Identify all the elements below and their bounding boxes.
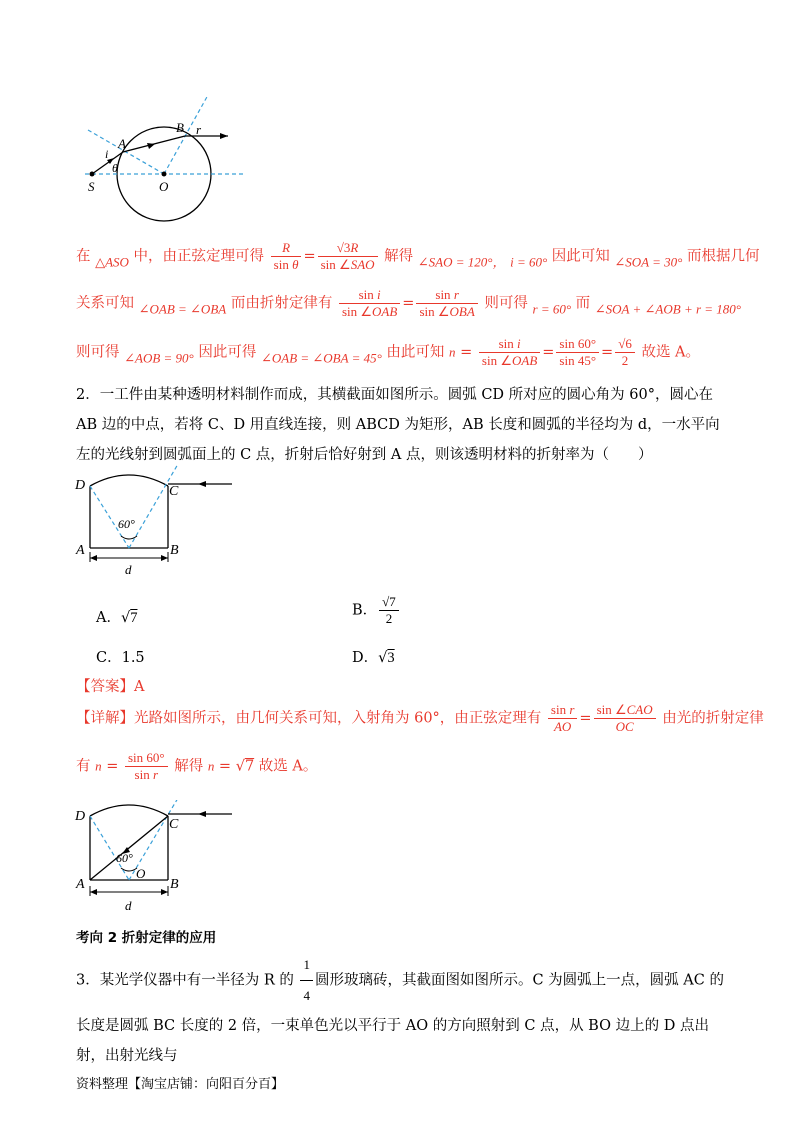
- detail-text-2: 由光的折射定律: [662, 710, 764, 727]
- text: 解得: [384, 248, 414, 265]
- fig1-label-s: S: [88, 179, 95, 194]
- math: ∠SAO = 120°，: [417, 254, 506, 270]
- question-3-text: [76, 950, 726, 1071]
- fig2-label-a: A: [76, 543, 85, 558]
- figure-2-workpiece: [72, 462, 242, 582]
- math: ∠OAB = ∠OBA: [138, 301, 227, 317]
- text: 则可得: [484, 295, 528, 312]
- fig1-label-i: i: [105, 147, 109, 161]
- detail-line-2: 有 n = $\frac{\sin 60^\circ}{\text{sin r}}$ 解得 n = √7 故选 A。: [76, 750, 318, 782]
- fig1-label-o: O: [159, 179, 169, 194]
- solution-1-line-1: 在 △ASO 中，由正弦定理可得 $\frac{R}{\text{sin θ}}$ = $\frac{√3R}{\text{sin ∠SAO}}$ 解得 ∠SAO = 120°， i = 60° 因此可知 ∠SOA = 30° 而根据几何: [76, 240, 760, 272]
- fig1-label-r: r: [196, 122, 202, 137]
- text: 有: [76, 758, 91, 775]
- fig1-label-a: A: [118, 136, 126, 151]
- text: 则可得: [76, 344, 120, 361]
- answer-label: 【答案】: [76, 679, 134, 695]
- fig2-label-c: C: [169, 484, 179, 499]
- fig2-label-angle: 60°: [118, 517, 135, 531]
- fig3-label-dim: d: [125, 898, 132, 913]
- answer-line: [76, 675, 144, 696]
- text: 解得: [174, 758, 204, 775]
- fraction-r-sin-theta: $\frac{R}{\text{sin θ}}$: [271, 240, 302, 273]
- option-c[interactable]: C．1.5: [96, 650, 145, 666]
- math: ∠SOA = 30°: [614, 254, 683, 270]
- text: 而由折射定律有: [230, 295, 333, 312]
- solution-1-line-3: 则可得 ∠AOB = 90° 因此可得 ∠OAB = ∠OBA = 45° 由此可知 n = $\frac{\text{sin i}}{\text{sin ∠OAB}}$ = $\frac{\sin 60^\circ}{\sin 45^\circ}$ = $\frac{√6}{2}$ 故选 A。: [76, 336, 701, 368]
- option-d-label: D．: [352, 650, 379, 666]
- option-d[interactable]: D．√3: [352, 650, 395, 666]
- option-a[interactable]: A．√7: [96, 610, 138, 626]
- option-b[interactable]: B． $\frac{√7}{2}$: [352, 594, 401, 627]
- text: 故选 A。: [641, 344, 701, 361]
- fraction-n: $\frac{\text{sin i}}{\text{sin ∠OAB}}$: [479, 336, 540, 369]
- text: 而: [575, 295, 591, 312]
- fig3-label-d: D: [75, 809, 86, 824]
- math: i = 60°: [510, 254, 548, 270]
- answer-value: A: [134, 679, 145, 695]
- fig3-label-o: O: [136, 866, 146, 881]
- q3-text-a: 3．某光学仪器中有一半径为 R 的: [76, 972, 294, 989]
- text: 中，由正弦定理可得: [133, 248, 265, 265]
- fraction-sqrt6-2: $\frac{√6}{2}$: [615, 336, 635, 369]
- option-a-label: A．: [96, 610, 121, 626]
- fraction-one-quarter: $\frac{1}{4}$: [300, 950, 313, 1011]
- text: 故选 A。: [258, 758, 318, 775]
- figure-3-light-path: [72, 800, 242, 920]
- detail-text: 光路如图所示，由几何关系可知，入射角为 60°，由正弦定理有: [134, 710, 542, 727]
- fraction-sin60-sin45: $\frac{\sin 60^\circ}{\sin 45^\circ}$: [556, 336, 599, 369]
- math: △ASO: [95, 254, 129, 270]
- fig2-label-dim: d: [125, 562, 132, 577]
- solution-1-line-2: 关系可知 ∠OAB = ∠OBA 而由折射定律有 $\frac{\text{sin i}}{\text{sin ∠OAB}}$ = $\frac{\text{sin r}}{\text{sin ∠OBA}}$ 则可得 r = 60° 而 ∠SOA + ∠AOB + r = 180°: [76, 287, 742, 319]
- text: 关系可知: [76, 295, 134, 312]
- math: ∠AOB = 90°: [124, 350, 194, 366]
- q3-text-b: 圆形玻璃砖，其截面图如图所示。C 为圆弧上一点，圆弧 AC 的长度是圆弧 BC 长度的 2 倍，一束单色光以平行于 AO 的方向照射到 C 点，从 BO 边上的 D 点出射，出射光线与: [76, 972, 724, 1064]
- math: ∠SOA + ∠AOB + r = 180°: [594, 301, 742, 317]
- fig3-label-b: B: [170, 877, 179, 892]
- fig3-label-angle: 60°: [116, 851, 133, 865]
- text: 而根据几何: [686, 248, 760, 265]
- fig2-label-d: D: [75, 478, 86, 493]
- fig2-label-b: B: [170, 543, 179, 558]
- fig1-label-theta: θ: [112, 161, 118, 175]
- fig1-label-b: B: [176, 120, 184, 135]
- question-2-text: 2．一工件由某种透明材料制作而成，其横截面如图所示。圆弧 CD 所对应的圆心角为 60°，圆心在 AB 边的中点，若将 C、D 用直线连接，则 ABCD 为矩形，AB 长度和圆弧的半径均为 d，一水平向左的光线射到圆弧面上的 C 点，折射后恰好射到 A 点，则该透明材料的折射率为（ ）: [76, 387, 720, 463]
- fig3-label-c: C: [169, 817, 179, 832]
- section-title: 考向 2 折射定律的应用: [76, 930, 217, 946]
- option-b-label: B．: [352, 602, 378, 619]
- fraction-sin-r: $\frac{\text{sin r}}{\text{sin ∠OBA}}$: [416, 287, 477, 320]
- detail-line-1: 【详解】光路如图所示，由几何关系可知，入射角为 60°，由正弦定理有 $\frac{\text{sin r}}{AO}$ = $\frac{\text{sin ∠CAO}}{OC}$ 由光的折射定律: [76, 702, 764, 734]
- figure-1-circle-refraction: [80, 90, 260, 230]
- text: 因此可知: [551, 248, 610, 265]
- fraction-sqrt3r: $\frac{√3R}{\text{sin ∠SAO}}$: [318, 240, 378, 273]
- detail-label: 【详解】: [76, 710, 134, 727]
- fig3-label-a: A: [76, 877, 85, 892]
- math: r = 60°: [532, 301, 572, 317]
- math: ∠OAB = ∠OBA = 45°: [260, 350, 382, 366]
- text: 因此可得: [198, 344, 257, 361]
- footer: 资料整理【淘宝店铺：向阳百分百】: [76, 1077, 285, 1092]
- text: 由此可知: [386, 344, 445, 361]
- fraction-sin-i: $\frac{\text{sin i}}{\text{sin ∠OAB}}$: [339, 287, 400, 320]
- text: 在: [76, 248, 91, 265]
